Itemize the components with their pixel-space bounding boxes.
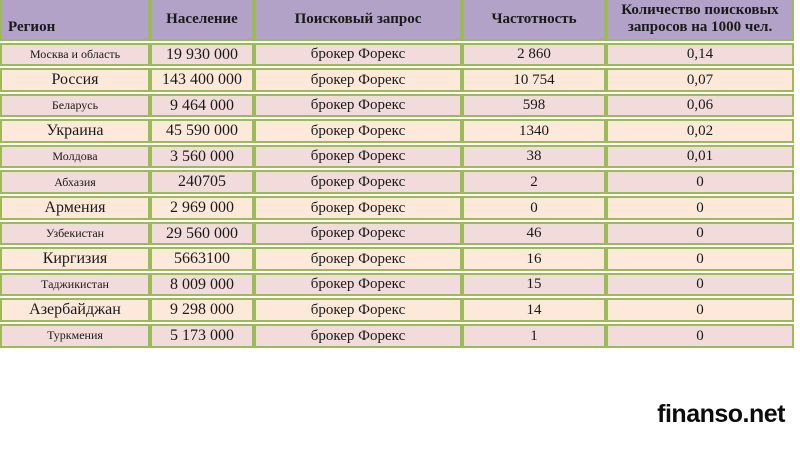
per-1000-cell: 0,06 <box>606 94 794 118</box>
population-cell: 2 969 000 <box>150 196 254 220</box>
frequency-cell: 15 <box>462 273 606 297</box>
per-1000-cell: 0 <box>606 324 794 348</box>
per-1000-cell: 0,01 <box>606 145 794 169</box>
population-cell: 9 298 000 <box>150 298 254 322</box>
frequency-cell: 38 <box>462 145 606 169</box>
query-cell: брокер Форекс <box>254 170 462 194</box>
region-cell: Абхазия <box>0 170 150 194</box>
query-cell: брокер Форекс <box>254 298 462 322</box>
per-1000-cell: 0 <box>606 247 794 271</box>
query-cell: брокер Форекс <box>254 145 462 169</box>
query-cell: брокер Форекс <box>254 222 462 246</box>
column-header-region: Регион <box>0 0 150 41</box>
table-row <box>0 273 794 297</box>
table-row <box>0 222 794 246</box>
region-cell: Таджикистан <box>0 273 150 297</box>
frequency-cell: 16 <box>462 247 606 271</box>
population-cell: 19 930 000 <box>150 43 254 67</box>
table-row <box>0 145 794 169</box>
frequency-cell: 2 860 <box>462 43 606 67</box>
region-cell: Молдова <box>0 145 150 169</box>
column-header-population: Население <box>150 0 254 41</box>
frequency-cell: 598 <box>462 94 606 118</box>
region-cell: Россия <box>0 68 150 92</box>
query-cell: брокер Форекс <box>254 119 462 143</box>
query-cell: брокер Форекс <box>254 68 462 92</box>
query-cell: брокер Форекс <box>254 247 462 271</box>
column-header-per-1000: Количество поисковых запросов на 1000 чел. <box>606 0 794 41</box>
table-row <box>0 196 794 220</box>
frequency-cell: 1340 <box>462 119 606 143</box>
population-cell: 9 464 000 <box>150 94 254 118</box>
table-row <box>0 324 794 348</box>
region-cell: Туркмения <box>0 324 150 348</box>
frequency-cell: 0 <box>462 196 606 220</box>
table-body <box>0 43 794 348</box>
population-cell: 8 009 000 <box>150 273 254 297</box>
population-cell: 143 400 000 <box>150 68 254 92</box>
per-1000-cell: 0,14 <box>606 43 794 67</box>
per-1000-cell: 0,02 <box>606 119 794 143</box>
query-cell: брокер Форекс <box>254 94 462 118</box>
query-cell: брокер Форекс <box>254 196 462 220</box>
region-cell: Москва и область <box>0 43 150 67</box>
per-1000-cell: 0 <box>606 273 794 297</box>
population-cell: 3 560 000 <box>150 145 254 169</box>
region-cell: Азербайджан <box>0 298 150 322</box>
table-row <box>0 170 794 194</box>
population-cell: 240705 <box>150 170 254 194</box>
region-cell: Украина <box>0 119 150 143</box>
table-row <box>0 119 794 143</box>
region-cell: Беларусь <box>0 94 150 118</box>
frequency-cell: 10 754 <box>462 68 606 92</box>
population-cell: 29 560 000 <box>150 222 254 246</box>
region-cell: Армения <box>0 196 150 220</box>
header-row <box>0 0 794 41</box>
frequency-cell: 1 <box>462 324 606 348</box>
per-1000-cell: 0,07 <box>606 68 794 92</box>
population-cell: 45 590 000 <box>150 119 254 143</box>
region-cell: Узбекистан <box>0 222 150 246</box>
per-1000-cell: 0 <box>606 222 794 246</box>
column-header-query: Поисковый запрос <box>254 0 462 41</box>
query-cell: брокер Форекс <box>254 324 462 348</box>
population-cell: 5663100 <box>150 247 254 271</box>
region-cell: Киргизия <box>0 247 150 271</box>
per-1000-cell: 0 <box>606 196 794 220</box>
per-1000-cell: 0 <box>606 298 794 322</box>
query-cell: брокер Форекс <box>254 43 462 67</box>
frequency-cell: 14 <box>462 298 606 322</box>
table-row <box>0 68 794 92</box>
frequency-cell: 2 <box>462 170 606 194</box>
watermark: finanso.net <box>657 400 785 428</box>
column-header-frequency: Частотность <box>462 0 606 41</box>
population-cell: 5 173 000 <box>150 324 254 348</box>
frequency-cell: 46 <box>462 222 606 246</box>
per-1000-cell: 0 <box>606 170 794 194</box>
table-row <box>0 43 794 67</box>
table-row <box>0 298 794 322</box>
table-row <box>0 94 794 118</box>
table-row <box>0 247 794 271</box>
query-cell: брокер Форекс <box>254 273 462 297</box>
